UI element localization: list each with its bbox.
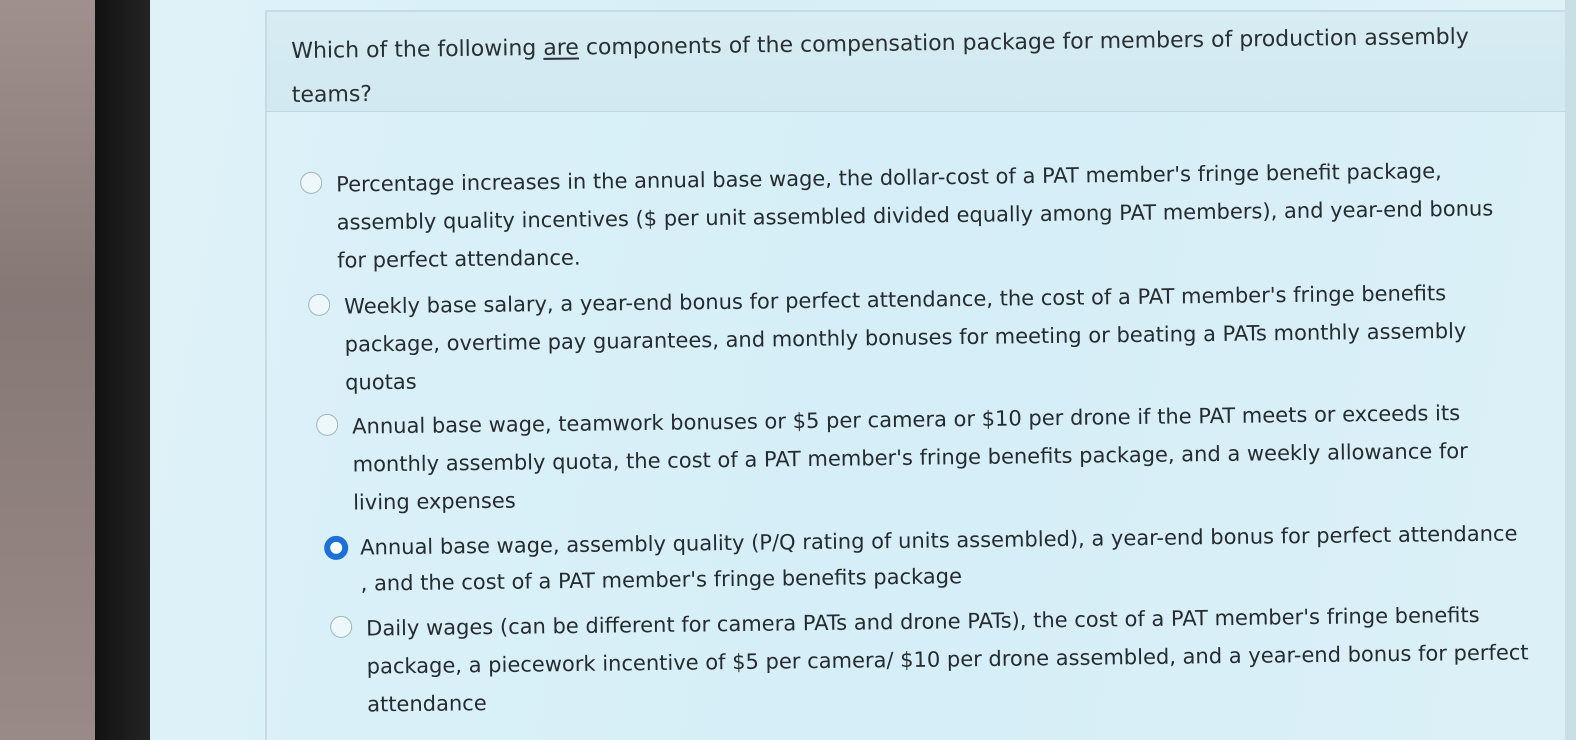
radio-button-unselected[interactable] (316, 414, 338, 436)
answer-option-2-label[interactable]: Weekly base salary, a year-end bonus for perfect attendance, the cost of a PAT member's fringe benefits package, overtime pay guarantees, and monthly bonuses for meeting or beating a PATs monthly assembly quotas (344, 281, 1467, 395)
radio-button-unselected[interactable] (308, 294, 330, 316)
answer-option-5-label[interactable]: Daily wages (can be different for camera PATs and drone PATs), the cost of a PAT member's fringe benefits package, a piecework incentive of $5 per camera/ $10 per drone assembled, and a year-end bonus for perfect attendance (366, 602, 1529, 717)
screen-edge (1565, 0, 1576, 740)
question-text-after: components of the compensation package for members of production assembly teams? (291, 24, 1469, 108)
question-text (291, 15, 1522, 118)
question-emphasis: are (543, 35, 580, 61)
radio-button-unselected[interactable] (330, 616, 352, 638)
radio-button-unselected[interactable] (300, 172, 322, 194)
answer-option-1-label[interactable]: Percentage increases in the annual base wage, the dollar-cost of a PAT member's fringe benefit package, assembly quality incentives ($ per unit assembled divided equally among PAT members), and year-end bonus for perfect attendance. (336, 159, 1494, 273)
question-box (267, 12, 1567, 112)
question-text-before: Which of the following (291, 35, 544, 64)
answer-option-4-label[interactable]: Annual base wage, assembly quality (P/Q rating of units assembled), a year-end bonus for perfect attendance , and the cost of a PAT member's fringe benefits package (360, 521, 1518, 596)
radio-button-selected[interactable] (324, 536, 348, 560)
answer-option-3-label[interactable]: Annual base wage, teamwork bonuses or $5 per camera or $10 per drone if the PAT meets or exceeds its monthly assembly quota, the cost of a PAT member's fringe benefits package, and a weekly allowance for living expenses (352, 401, 1468, 515)
desk-background (0, 0, 110, 740)
